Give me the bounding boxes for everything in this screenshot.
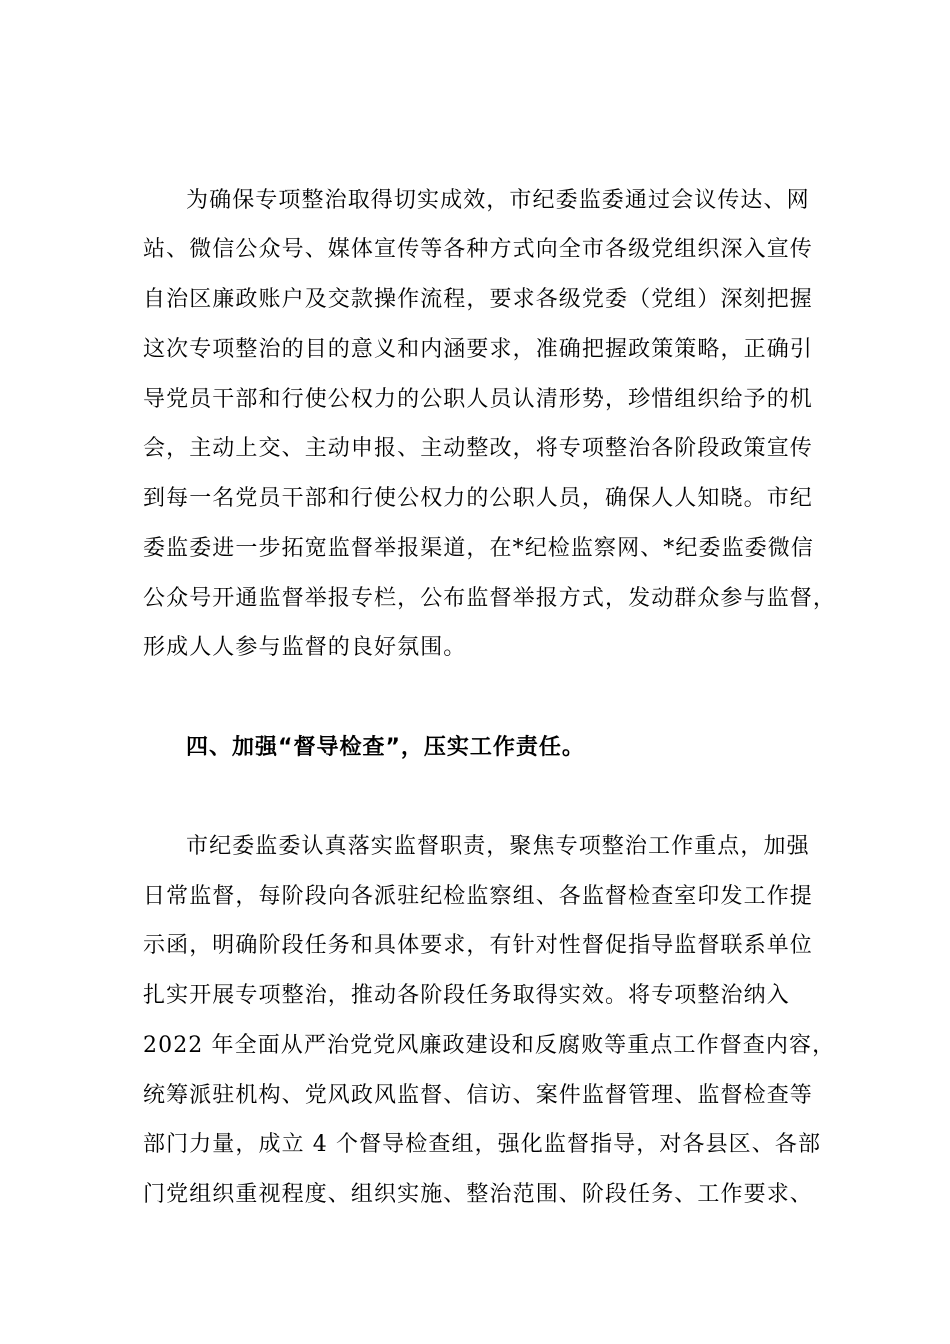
paragraph-1-line: 形成人人参与监督的良好氛围。	[143, 635, 467, 660]
paragraph-1-line: 到每一名党员干部和行使公权力的公职人员，确保人人知晓。市纪	[143, 486, 813, 511]
paragraph-1-line: 自治区廉政账户及交款操作流程，要求各级党委（党组）深刻把握	[143, 287, 813, 312]
paragraph-1-line: 会，主动上交、主动申报、主动整改，将专项整治各阶段政策宣传	[143, 436, 813, 461]
paragraph-2-line: 统筹派驻机构、党风政风监督、信访、案件监督管理、监督检查等	[143, 1083, 813, 1108]
paragraph-2-line: 门党组织重视程度、组织实施、整治范围、阶段任务、工作要求、	[143, 1182, 813, 1207]
paragraph-2-line: 示函，明确阶段任务和具体要求，有针对性督促指导监督联系单位	[143, 933, 813, 958]
paragraph-1-line: 导党员干部和行使公权力的公职人员认清形势，珍惜组织给予的机	[143, 387, 813, 412]
paragraph-1-line: 公众号开通监督举报专栏，公布监督举报方式，发动群众参与监督，	[143, 586, 837, 611]
paragraph-1-line: 委监委进一步拓宽监督举报渠道，在*纪检监察网、*纪委监委微信	[143, 536, 815, 561]
paragraph-2-line: 日常监督，每阶段向各派驻纪检监察组、各监督检查室印发工作提	[143, 884, 813, 909]
section-heading: 四、加强“督导检查”，压实工作责任。	[186, 735, 585, 760]
paragraph-2-line: 部门力量，成立 4 个督导检查组，强化监督指导，对各县区、各部	[143, 1132, 822, 1157]
paragraph-2-line: 2022 年全面从严治党党风廉政建设和反腐败等重点工作督查内容，	[143, 1033, 836, 1058]
paragraph-2-line: 扎实开展专项整治，推动各阶段任务取得实效。将专项整治纳入	[143, 983, 790, 1008]
paragraph-1-line: 为确保专项整治取得切实成效，市纪委监委通过会议传达、网	[186, 188, 810, 213]
paragraph-2-line: 市纪委监委认真落实监督职责，聚焦专项整治工作重点，加强	[186, 834, 810, 859]
paragraph-1-line: 这次专项整治的目的意义和内涵要求，准确把握政策策略，正确引	[143, 337, 813, 362]
paragraph-1-line: 站、微信公众号、媒体宣传等各种方式向全市各级党组织深入宣传	[143, 237, 813, 262]
